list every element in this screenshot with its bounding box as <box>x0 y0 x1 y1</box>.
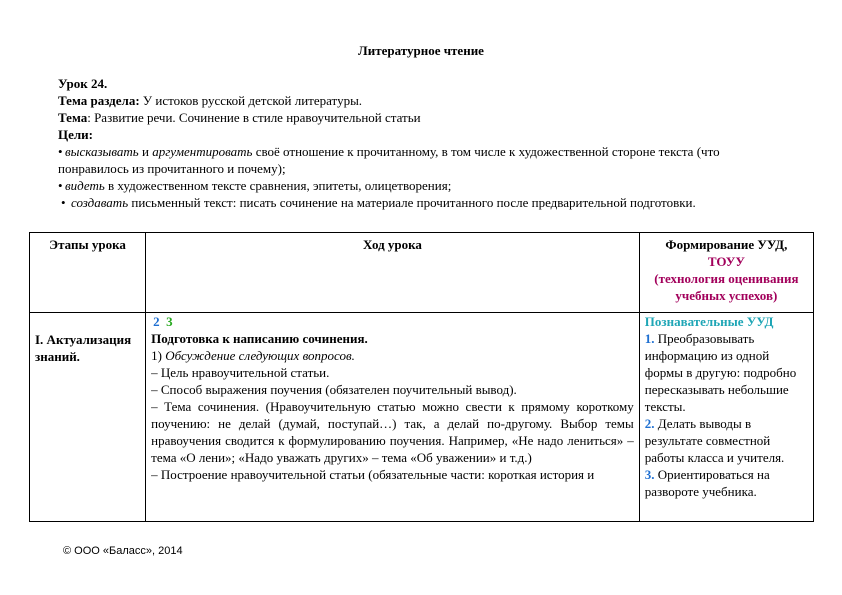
course-line: – Цель нравоучительной статьи. <box>151 365 330 380</box>
topic-label: Тема <box>58 110 88 125</box>
header-uud-title: Формирование УУД, <box>665 237 788 252</box>
header-stages: Этапы урока <box>30 233 146 313</box>
step-numbers <box>151 313 634 330</box>
goal-verb: создавать <box>71 195 129 210</box>
section-line <box>58 92 788 109</box>
header-uud <box>639 233 813 313</box>
course-heading: Подготовка к написанию сочинения. <box>151 331 368 346</box>
uud-item <box>645 330 808 415</box>
goal-text: письменный текст: писать сочинение на материале прочитанного после предварительной подготовки. <box>128 195 696 210</box>
uud-item-text: Делать выводы в результате совместной работы класса и учителя. <box>644 416 785 465</box>
uud-heading: Познавательные УУД <box>644 314 774 329</box>
uud-cell <box>639 313 813 522</box>
step-number-blue: 2 <box>153 314 160 329</box>
bullet-icon: • <box>58 178 63 193</box>
copyright-footer: © ООО «Баласс», 2014 <box>63 545 183 557</box>
course-line: – Способ выражения поучения (обязателен поучительный вывод). <box>151 382 517 397</box>
step-number-green: 3 <box>166 314 173 329</box>
uud-item-text: Преобразовывать информацию из одной формы в другую: подробно пересказывать небольшие тексты. <box>644 331 797 414</box>
header-course: Ход урока <box>146 233 640 313</box>
course-line: – Построение нравоучительной статьи (обязательные части: короткая история и <box>151 467 595 482</box>
goal-connector: и <box>138 144 153 159</box>
course-item-1 <box>151 347 634 364</box>
section-label: Тема раздела: <box>58 93 140 108</box>
item-number: 1) <box>151 348 166 363</box>
goal-verb: видеть <box>65 178 105 193</box>
lesson-header <box>58 75 788 211</box>
goal-verb: аргументировать <box>152 144 253 159</box>
uud-item-number: 1. <box>644 331 655 346</box>
item-text: Обсуждение следующих вопросов. <box>165 348 355 363</box>
uud-item <box>645 415 808 466</box>
lesson-number: Урок 24. <box>58 76 108 91</box>
topic-line <box>58 109 788 126</box>
goal-text: в художественном тексте сравнения, эпитеты, олицетворения; <box>104 178 452 193</box>
header-touu: ТОУУ <box>707 254 745 269</box>
uud-item-number: 2. <box>644 416 655 431</box>
goal-item-2 <box>58 177 788 194</box>
bullet-icon: • <box>58 144 63 159</box>
stage-cell: I. Актуализация знаний. <box>30 313 146 522</box>
uud-item <box>645 466 808 500</box>
section-value: У истоков русской детской литературы. <box>139 93 363 108</box>
bullet-icon: • <box>61 195 66 210</box>
goal-verb: высказывать <box>65 144 139 159</box>
lesson-table <box>29 232 814 522</box>
goal-item-3 <box>58 194 788 211</box>
goal-item-1 <box>58 143 788 177</box>
uud-item-number: 3. <box>644 467 655 482</box>
uud-item-text: Ориентироваться на развороте учебника. <box>644 467 770 499</box>
course-cell <box>146 313 640 522</box>
course-line: – Тема сочинения. (Нравоучительную статью можно свести к прямому короткому поучению: не делай (думай, поступай…) так, а делай по-другому. Выбор темы нравоучения сводится к формулированию поучения. Например, «Не надо лениться» – тема «О лени»; «Надо уважать других» – тема «Об уважении» и т.д.) <box>151 399 634 465</box>
goals-label: Цели: <box>58 127 93 142</box>
document-title: Литературное чтение <box>358 43 484 58</box>
table-row <box>30 313 814 522</box>
table-header-row <box>30 233 814 313</box>
topic-value: : Развитие речи. Сочинение в стиле нравоучительной статьи <box>87 110 421 125</box>
header-uud-note: (технология оценивания учебных успехов) <box>654 271 799 303</box>
goal-text: своё отношение к прочитанному, в том числе к художественной стороне текста (что понравилось из прочитанного и почему); <box>58 144 720 176</box>
